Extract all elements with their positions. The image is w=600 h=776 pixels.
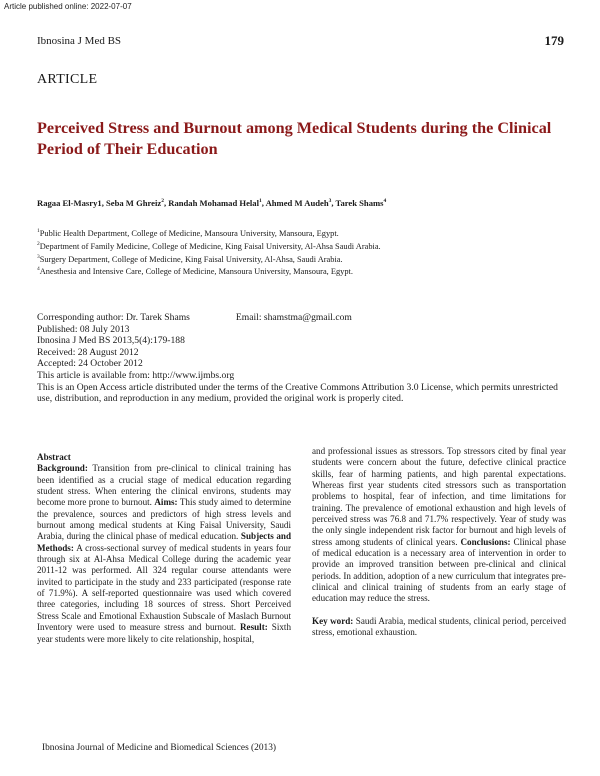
availability-link[interactable]: This article is available from: http://www.ijmbs.org [37, 369, 235, 381]
abstract-right-column [312, 446, 566, 639]
methods-label: Subjects and Methods: [37, 531, 291, 553]
author-sup: 1 [97, 198, 102, 208]
affiliation-list [37, 226, 567, 277]
license-statement: This is an Open Access article distributed under the terms of the Creative Commons Attribution 3.0 License, which permits unrestricted use, distribution, and reproduction in any medium, provided the original work is properly cited. [37, 381, 558, 405]
background-label: Background: [37, 463, 88, 474]
author-name: Ragaa El-Masry [37, 198, 98, 208]
author-name: Ahmed M Audeh [265, 198, 329, 208]
methods-text: A cross-sectional survey of medical students in years four through six at Al-Ahsa Medical College during the academic year 2011-12 was performed. All 324 regular course attendants were invited to participate in the study and 233 participated (response rate of 71.9%). A self-reported questionnaire was used which covered three categories, including 18 sources of stress. Short Perceived Stress Scale and Emotional Exhaustion Subscale of Maslach Burnout Inventory were used to measure stress and burnout. [37, 542, 291, 633]
affiliation-item: $^1$Public Health Department, College of Medicine, Mansoura University, Mansoura, Egypt. [37, 228, 339, 238]
keywords [312, 616, 566, 639]
author-name: Seba M Ghreiz [105, 198, 162, 208]
corresponding-author-row [37, 312, 567, 324]
result-text-part1: Sixth year students were more likely to cite relationship, hospital, [37, 622, 292, 644]
page-number: 179 [544, 33, 564, 48]
author-list: Ragaa El-Masry1, Seba M Ghreiz$^2$, Randah Mohamad Helal$^1$, Ahmed M Audeh$^3$, Tarek Shams$^4$ [37, 198, 387, 208]
keywords-label: Key word: [312, 615, 354, 626]
author-sup: 2 [161, 198, 164, 205]
footer-journal: Ibnosina Journal of Medicine and Biomedical Sciences (2013) [42, 743, 277, 753]
conclusions-label: Conclusions: [460, 536, 511, 547]
running-header-journal: Ibnosina J Med BS [37, 35, 122, 47]
citation: Ibnosina J Med BS 2013,5(4):179-188 [37, 335, 185, 347]
author-sup: 4 [383, 198, 387, 205]
abstract-heading: Abstract [37, 452, 71, 462]
article-metadata [37, 312, 567, 405]
corresponding-author: Corresponding author: Dr. Tarek Shams [37, 312, 190, 323]
affiliation-item: $^2$Department of Family Medicine, College of Medicine, King Faisal University, Al-Ahsa Saudi Arabia. [37, 240, 381, 251]
affiliation-item: $^3$Surgery Department, College of Medicine, King Faisal University, Al-Ahsa, Saudi Arabia. [37, 253, 343, 264]
aims-text: This study aimed to determine the prevalence, sources and predictors of high stress levels and burnout among medical students at King Faisal University, Saudi Arabia, during the clinical phase of medical education. [37, 497, 291, 542]
email-link[interactable]: Email: shamstma@gmail.com [235, 312, 352, 323]
aims-label: Aims: [154, 497, 178, 508]
author-sup: 3 [328, 198, 332, 205]
author-name: Randah Mohamad Helal [168, 198, 259, 208]
author-name: Tarek Shams [335, 198, 384, 208]
section-label: ARTICLE [37, 72, 98, 87]
article-title: Perceived Stress and Burnout among Medical Students during the Clinical Period of Their Education [37, 119, 552, 158]
keywords-text: Saudi Arabia, medical students, clinical period, perceived stress, emotional exhaustion. [312, 615, 567, 638]
result-text-part2: and professional issues as stressors. Top stressors cited by final year students were concern about the future, defective clinical practice skills, fear of harming patients, and high parental expectations. Whereas first year students cited stressors such as transportation problems to hospital, fear of infection, and time limitations for training. The prevalence of emotional exhaustion and high levels of perceived stress was 76.8 and 71.7% respectively. Year of study was the only single independent risk factor for burnout and high levels of stress among students of clinical years. [312, 446, 566, 547]
published-date: Published: 08 July 2013 [37, 323, 130, 335]
abstract-left-column [37, 452, 291, 645]
affiliation-item: $^4$Anesthesia and Intensive Care, College of Medicine, Mansoura University, Mansoura, Egypt. [37, 266, 353, 277]
result-label: Result: [239, 622, 268, 633]
accepted-date: Accepted: 24 October 2012 [37, 358, 143, 370]
received-date: Received: 28 August 2012 [37, 346, 139, 358]
published-online-note: Article published online: 2022-07-07 [4, 2, 132, 11]
author-sup: 1 [258, 198, 262, 205]
conclusions-text: Clinical phase of medical education is a necessary area of intervention in order to provide an improved transition between pre-clinical and clinical periods. In addition, adoption of a new curriculum that integrates pre-clinical and clinical training of students from an early stage of education may reduce the stress. [312, 536, 566, 604]
background-text: Transition from pre-clinical to clinical training has been identified as a crucial stage of medical education regarding student stress. When entering the clinical environs, students may become more prone to burnout. [37, 463, 291, 508]
